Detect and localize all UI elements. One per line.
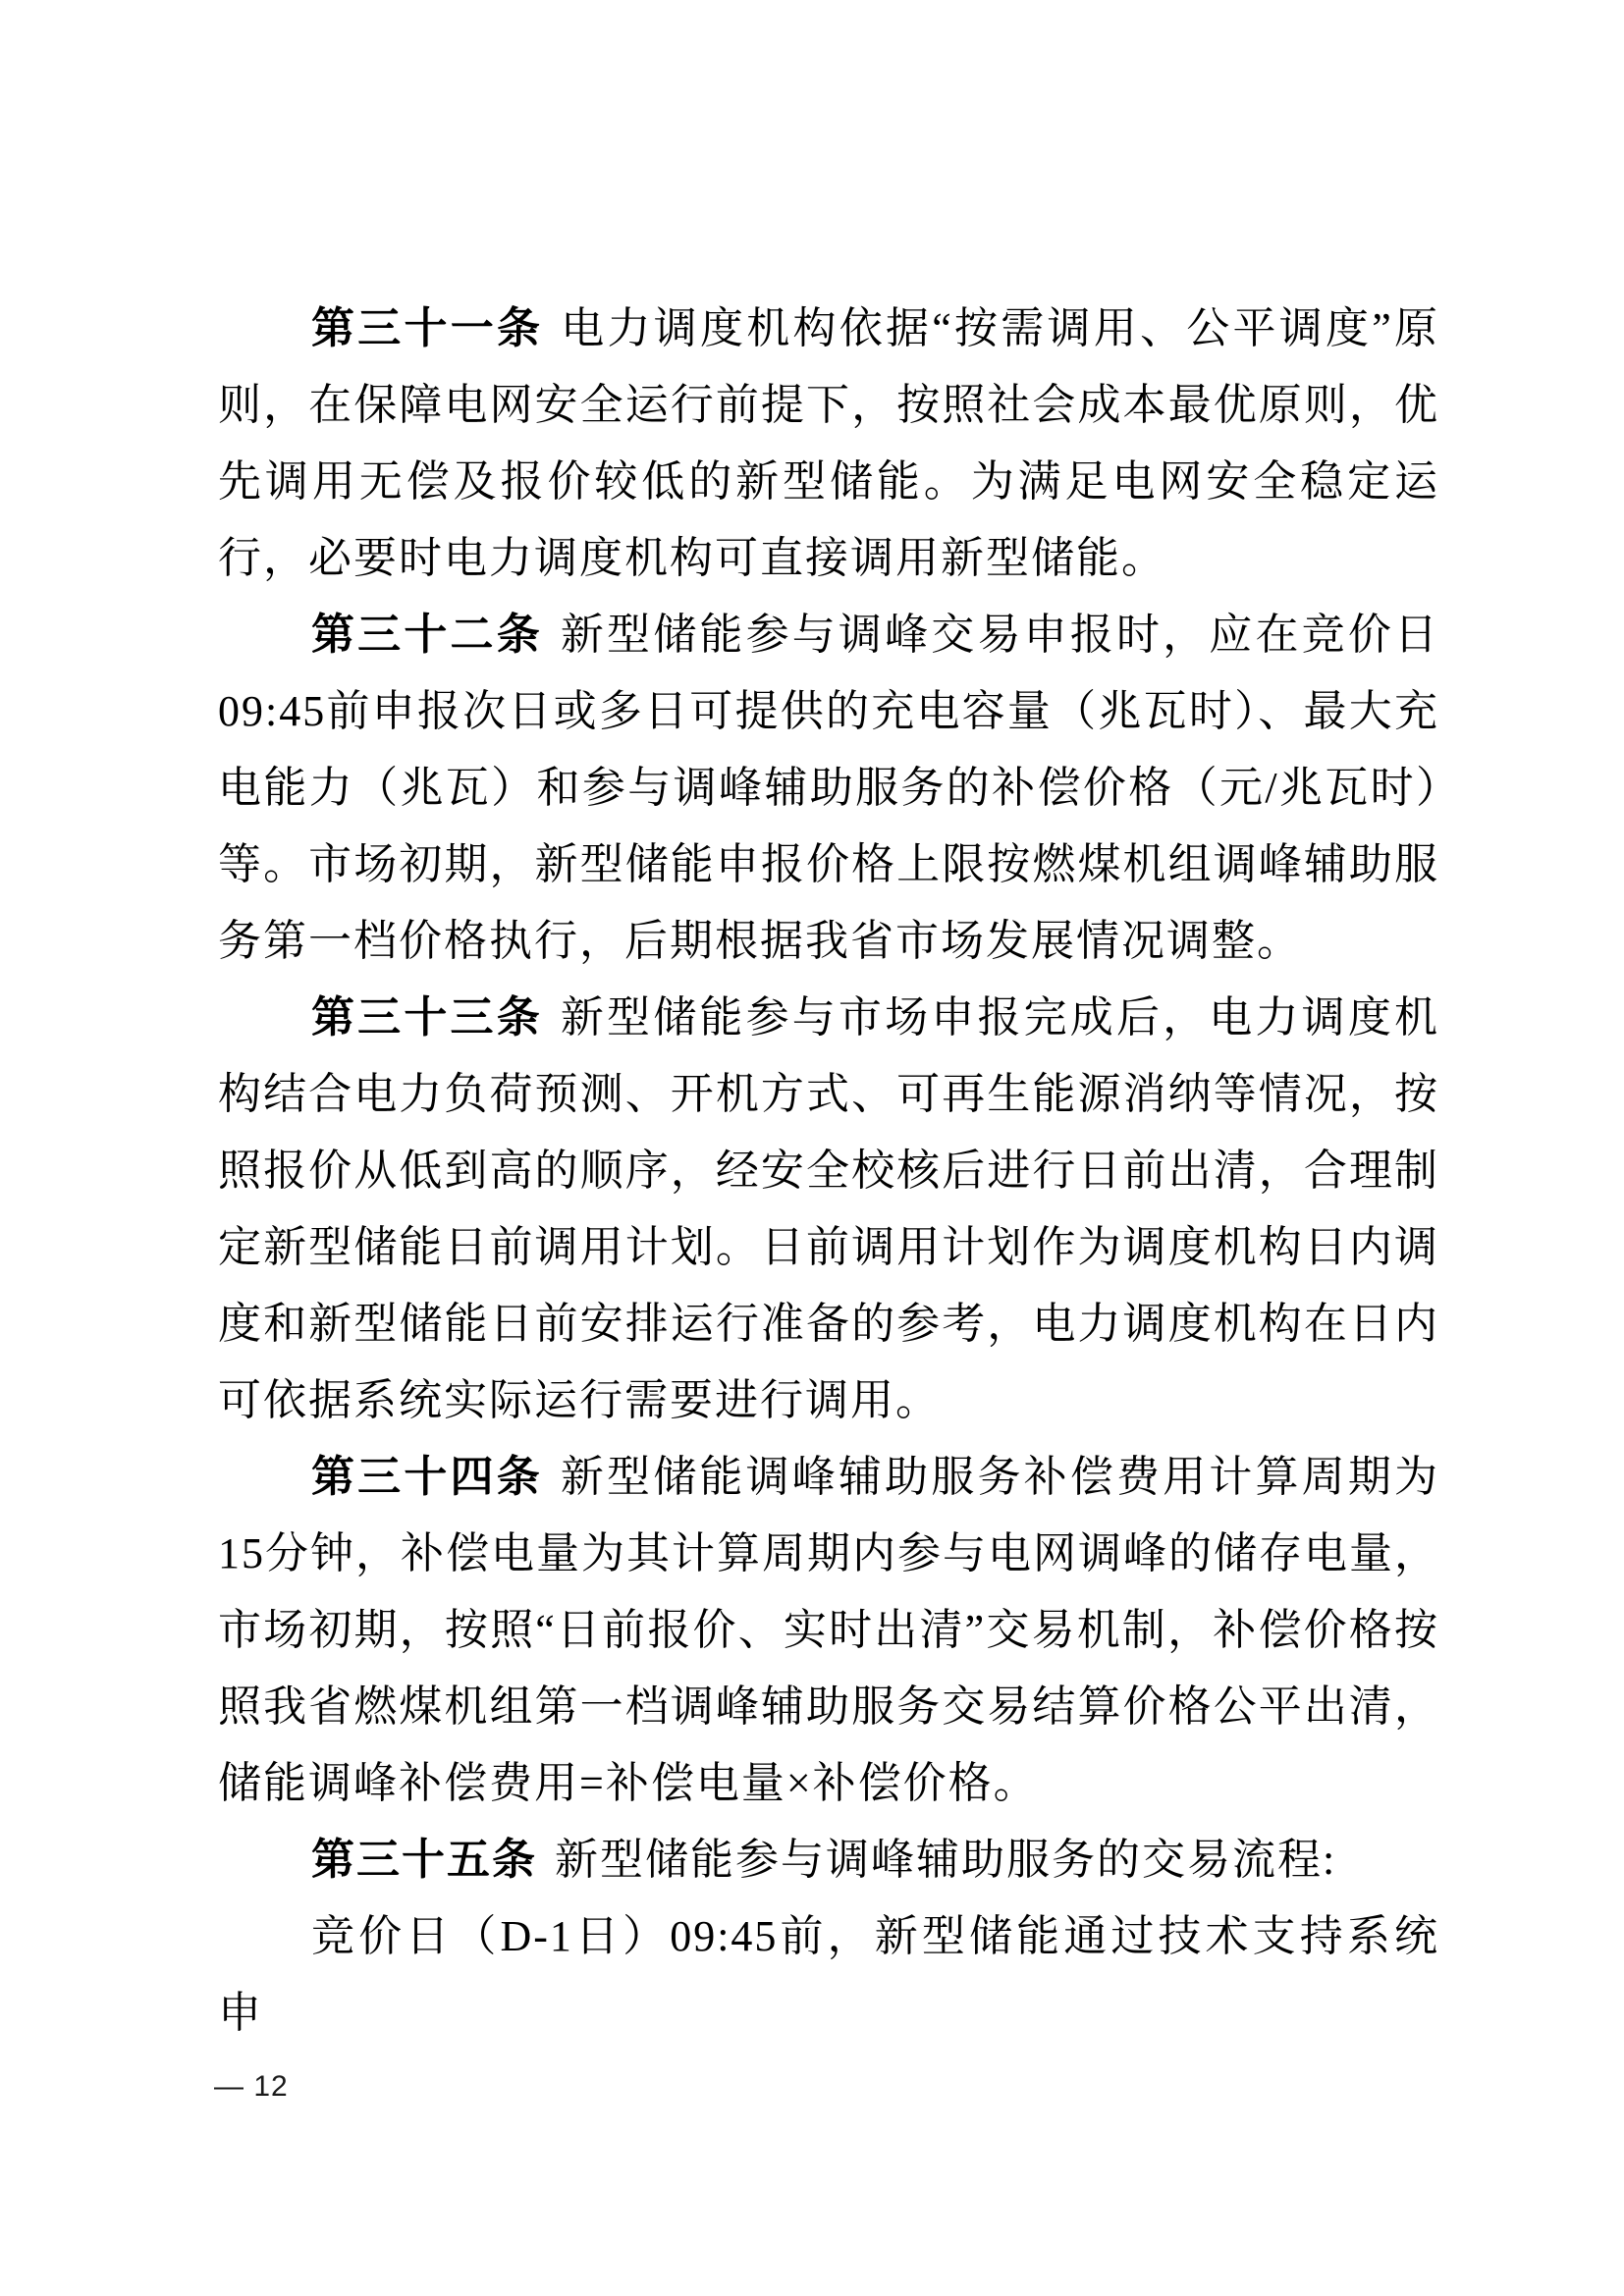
- article-34-heading: 第三十四条: [311, 1453, 543, 1501]
- paragraph-article-35: [218, 1822, 1439, 1898]
- article-32-body-text: 新型储能参与调峰交易申报时，应在竞价日09:45前申报次日或多日可提供的充电容量（兆瓦时）、最大充电能力（兆瓦）和参与调峰辅助服务的补偿价格（元/兆瓦时）等。市场初期，新型储能申报价格上限按燃煤机组调峰辅助服务第一档价格执行，后期根据我省市场发展情况调整。: [218, 611, 1440, 965]
- paragraph-article-33: [218, 980, 1439, 1439]
- article-34-body-text: 新型储能调峰辅助服务补偿费用计算周期为15分钟，补偿电量为其计算周期内参与电网调峰的储存电量，市场初期，按照“日前报价、实时出清”交易机制，补偿价格按照我省燃煤机组第一档调峰辅助服务交易结算价格公平出清，储能调峰补偿费用=补偿电量×补偿价格。: [218, 1453, 1440, 1807]
- paragraph-article-35-continuation: [218, 1898, 1439, 2052]
- document-body: [218, 291, 1439, 2052]
- article-31-body-text: 电力调度机构依据“按需调用、公平调度”原则，在保障电网安全运行前提下，按照社会成本最优原则，优先调用无偿及报价较低的新型储能。为满足电网安全稳定运行，必要时电力调度机构可直接调用新型储能。: [218, 304, 1440, 582]
- paragraph-article-34: [218, 1439, 1439, 1822]
- article-31-heading: 第三十一条: [311, 304, 544, 352]
- page-footer: [214, 2067, 289, 2107]
- paragraph-article-31: [218, 291, 1439, 597]
- article-35-body-text: 新型储能参与调峰辅助服务的交易流程:: [555, 1836, 1337, 1884]
- article-32-heading: 第三十二条: [311, 611, 543, 659]
- article-35-continuation-text: 竞价日（D-1日）09:45前，新型储能通过技术支持系统申: [218, 1912, 1439, 2037]
- article-33-heading: 第三十三条: [311, 993, 543, 1041]
- article-35-heading: 第三十五条: [311, 1836, 537, 1884]
- page-number: — 12: [214, 2070, 289, 2103]
- article-33-body-text: 新型储能参与市场申报完成后，电力调度机构结合电力负荷预测、开机方式、可再生能源消纳等情况，按照报价从低到高的顺序，经安全校核后进行日前出清，合理制定新型储能日前调用计划。日前调用计划作为调度机构日内调度和新型储能日前安排运行准备的参考，电力调度机构在日内可依据系统实际运行需要进行调用。: [218, 993, 1440, 1424]
- paragraph-article-32: [218, 597, 1439, 980]
